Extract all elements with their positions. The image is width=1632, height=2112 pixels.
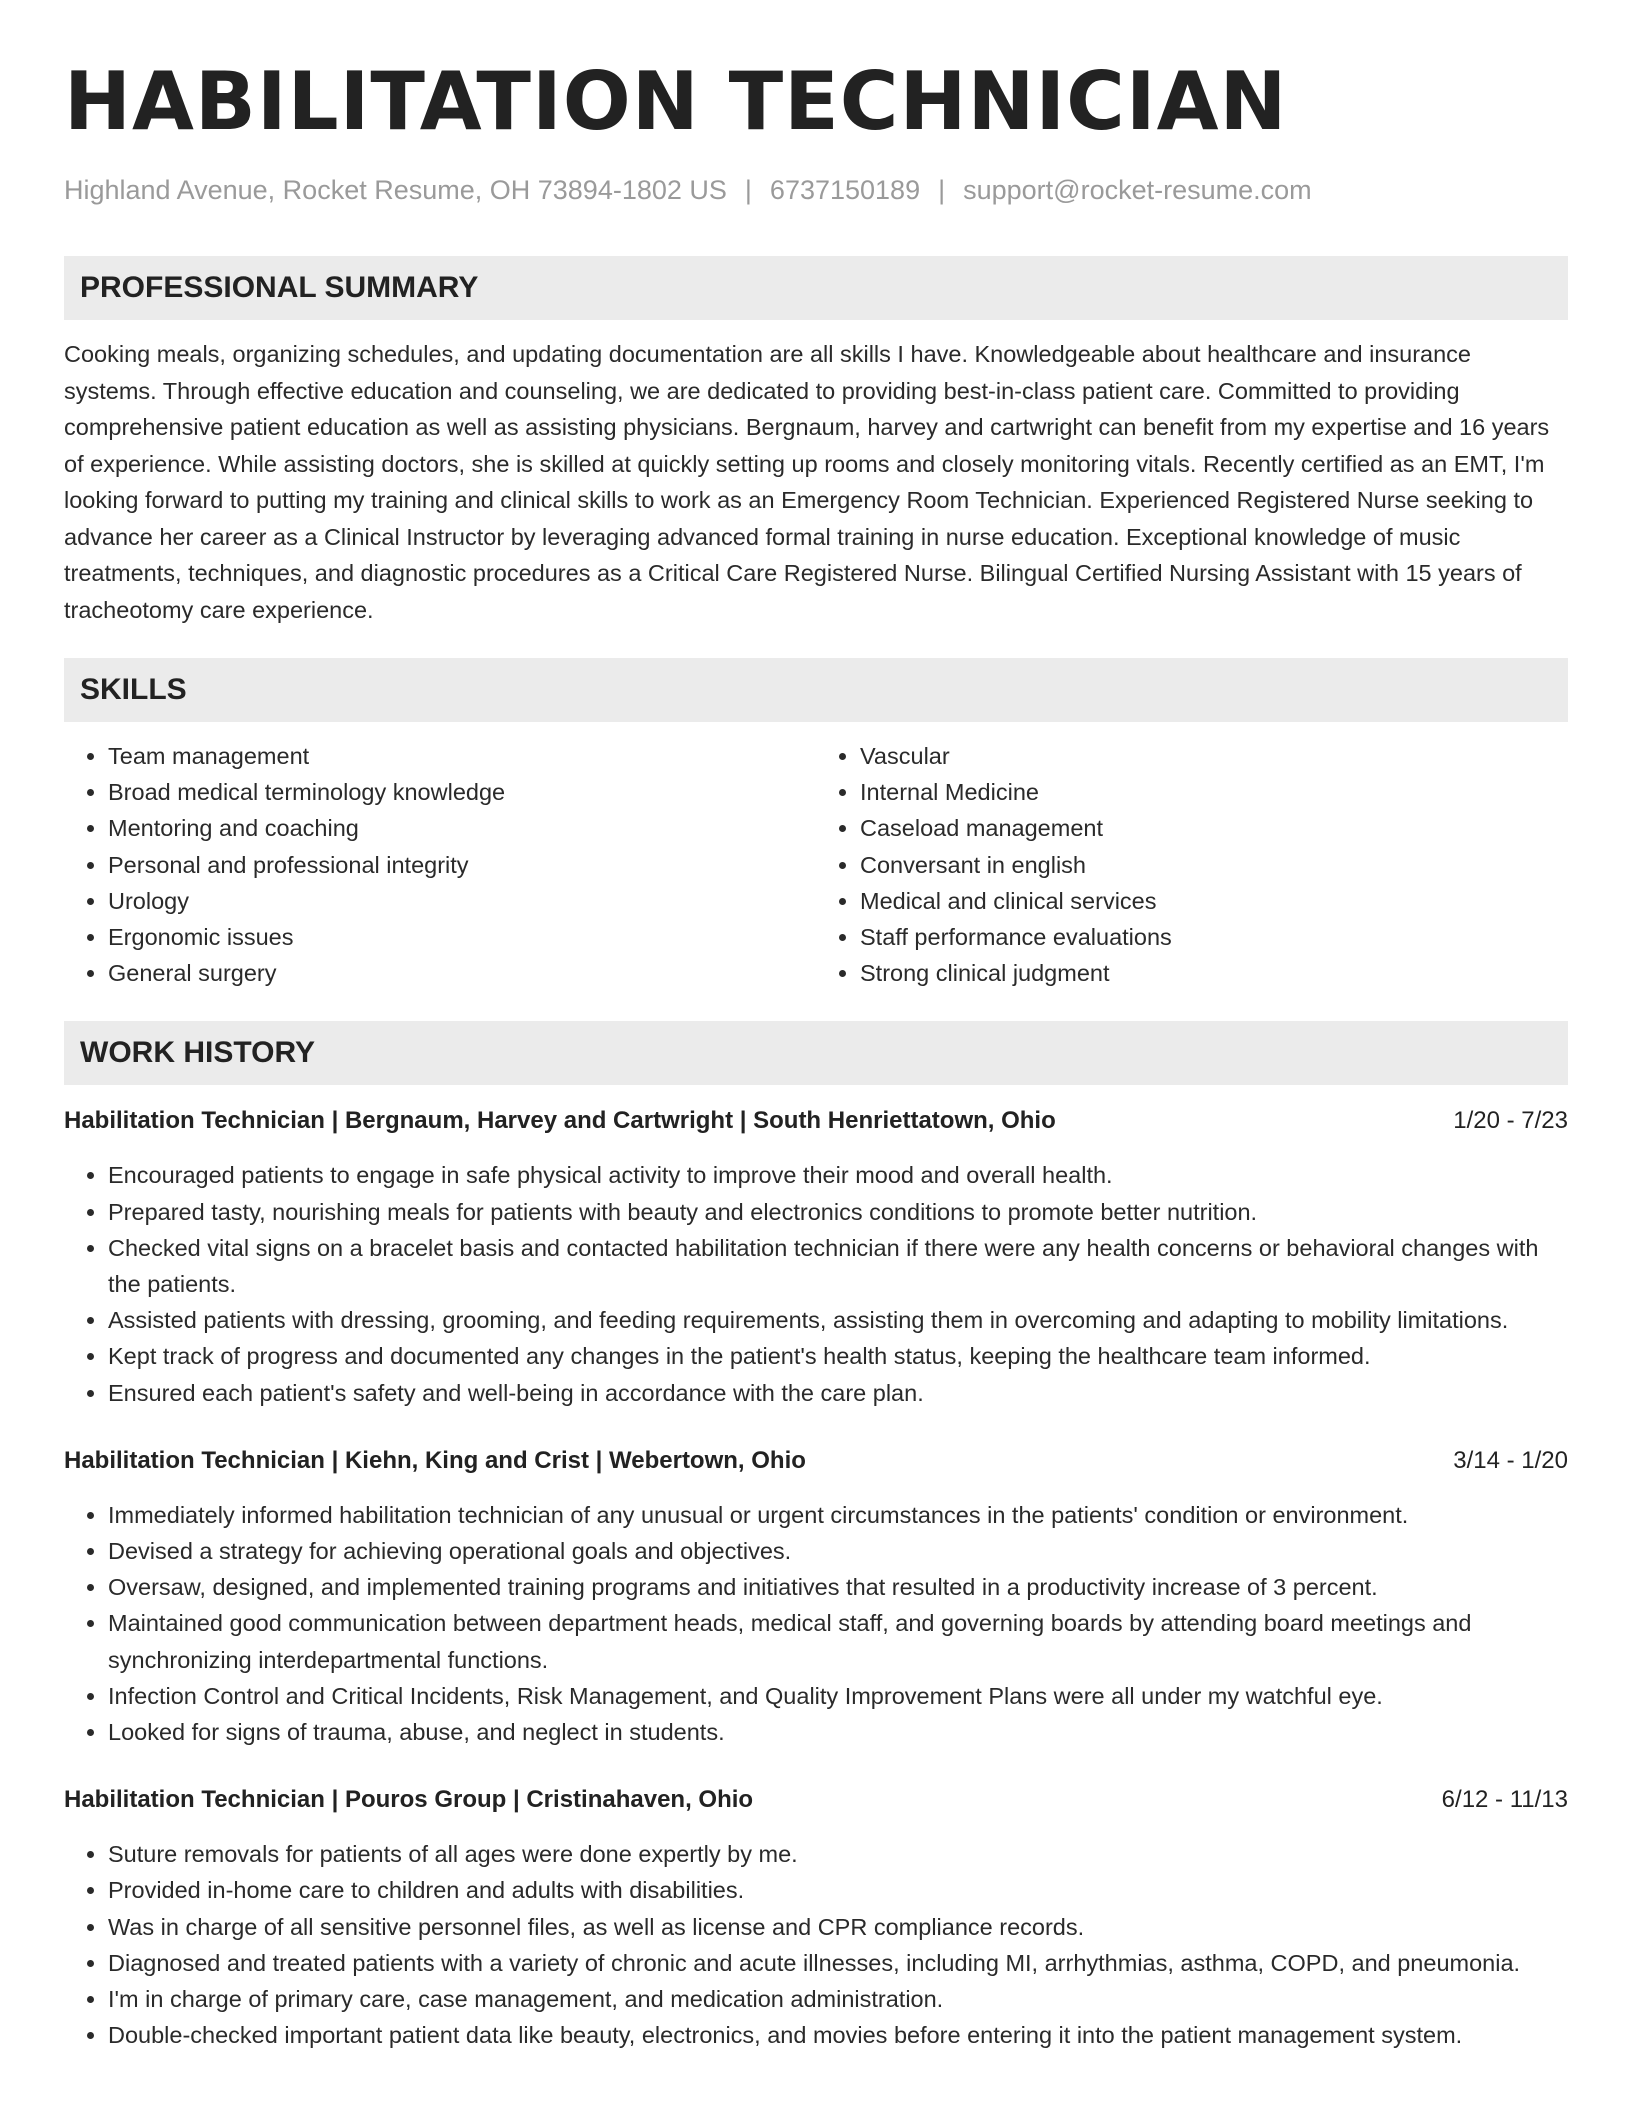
skill-item: • Mentoring and coaching [108, 810, 816, 846]
resume-name: HABILITATION TECHNICIAN [64, 55, 1288, 148]
job-title: Habilitation Technician | Pouros Group | Cristinahaven, Ohio [64, 1786, 754, 1814]
resume-page [64, 56, 1568, 2053]
skill-item: • Strong clinical judgment [860, 955, 1568, 991]
job-title: Habilitation Technician | Bergnaum, Harvey and Cartwright | South Henriettatown, Ohio [64, 1107, 1056, 1135]
job-header [64, 1782, 1568, 1818]
skill-item: • Medical and clinical services [860, 883, 1568, 919]
job-bullet-list [64, 1836, 1568, 2053]
skill-item: • Personal and professional integrity [108, 847, 816, 883]
job-bullet: • Checked vital signs on a bracelet basis and contacted habilitation technician if there were any health concerns or behavioral changes with the patients. [108, 1230, 1568, 1302]
skills-column-right [816, 738, 1568, 991]
skill-item: • Team management [108, 738, 816, 774]
job-bullet: • Was in charge of all sensitive personnel files, as well as license and CPR compliance records. [108, 1909, 1568, 1945]
job-bullet: • I'm in charge of primary care, case management, and medication administration. [108, 1981, 1568, 2017]
skill-item: • Staff performance evaluations [860, 919, 1568, 955]
skills-list [64, 738, 1568, 991]
contact-line [64, 170, 1568, 210]
job-bullet: • Ensured each patient's safety and well-being in accordance with the care plan. [108, 1375, 1568, 1411]
section-header-skills: SKILLS [64, 658, 1568, 722]
skill-item: • Caseload management [860, 810, 1568, 846]
job-header [64, 1443, 1568, 1479]
job-bullet: • Diagnosed and treated patients with a variety of chronic and acute illnesses, including MI, arrhythmias, asthma, COPD, and pneumonia. [108, 1945, 1568, 1981]
job-bullet: • Provided in-home care to children and adults with disabilities. [108, 1872, 1568, 1908]
contact-address: Highland Avenue, Rocket Resume, OH 73894-1802 US [64, 175, 727, 205]
job-bullet-list [64, 1497, 1568, 1750]
job-entry [64, 1443, 1568, 1750]
contact-email: support@rocket-resume.com [963, 175, 1312, 205]
skill-item: • General surgery [108, 955, 816, 991]
summary-text: Cooking meals, organizing schedules, and updating documentation are all skills I have. Knowledgeable about healthcare and insurance systems. Through effective education and counseling, we are dedicated to providing best-in-class patient care. Committed to providing comprehensive patient education as well as assisting physicians. Bergnaum, harvey and cartwright can benefit from my expertise and 16 years of experience. While assisting doctors, she is skilled at quickly setting up rooms and closely monitoring vitals. Recently certified as an EMT, I'm looking forward to putting my training and clinical skills to work as an Emergency Room Technician. Experienced Registered Nurse seeking to advance her career as a Clinical Instructor by leveraging advanced formal training in nurse education. Exceptional knowledge of music treatments, techniques, and diagnostic procedures as a Critical Care Registered Nurse. Bilingual Certified Nursing Assistant with 15 years of tracheotomy care experience. [64, 341, 1550, 623]
job-header [64, 1103, 1568, 1139]
section-header-work-history: WORK HISTORY [64, 1021, 1568, 1085]
job-bullet: • Immediately informed habilitation technician of any unusual or urgent circumstances in the patients' condition or environment. [108, 1497, 1568, 1533]
job-bullet: • Oversaw, designed, and implemented training programs and initiatives that resulted in a productivity increase of 3 percent. [108, 1569, 1568, 1605]
skill-item: • Ergonomic issues [108, 919, 816, 955]
job-bullet: • Maintained good communication between department heads, medical staff, and governing boards by attending board meetings and synchronizing interdepartmental functions. [108, 1605, 1568, 1677]
job-bullet: • Double-checked important patient data like beauty, electronics, and movies before entering it into the patient management system. [108, 2017, 1568, 2053]
job-bullet: • Encouraged patients to engage in safe physical activity to improve their mood and overall health. [108, 1157, 1568, 1193]
skill-item: • Conversant in english [860, 847, 1568, 883]
job-entry [64, 1103, 1568, 1410]
skill-item: • Urology [108, 883, 816, 919]
job-bullet: • Prepared tasty, nourishing meals for patients with beauty and electronics conditions to promote better nutrition. [108, 1194, 1568, 1230]
section-header-summary: PROFESSIONAL SUMMARY [64, 256, 1568, 320]
job-bullet: • Looked for signs of trauma, abuse, and neglect in students. [108, 1714, 1568, 1750]
skill-item: • Internal Medicine [860, 774, 1568, 810]
contact-separator: | [744, 175, 752, 205]
job-bullet: • Suture removals for patients of all ages were done expertly by me. [108, 1836, 1568, 1872]
job-dates: 1/20 - 7/23 [1453, 1107, 1568, 1135]
skill-item: • Vascular [860, 738, 1568, 774]
job-entry [64, 1782, 1568, 2053]
job-dates: 6/12 - 11/13 [1441, 1786, 1568, 1814]
job-title: Habilitation Technician | Kiehn, King and Crist | Webertown, Ohio [64, 1446, 806, 1474]
job-bullet: • Kept track of progress and documented any changes in the patient's health status, keeping the healthcare team informed. [108, 1338, 1568, 1374]
job-dates: 3/14 - 1/20 [1453, 1446, 1568, 1474]
skill-item: • Broad medical terminology knowledge [108, 774, 816, 810]
job-bullet: • Devised a strategy for achieving operational goals and objectives. [108, 1533, 1568, 1569]
job-bullet: • Assisted patients with dressing, grooming, and feeding requirements, assisting them in overcoming and adapting to mobility limitations. [108, 1302, 1568, 1338]
job-bullet-list [64, 1157, 1568, 1410]
contact-phone: 6737150189 [769, 175, 921, 205]
job-bullet: • Infection Control and Critical Incidents, Risk Management, and Quality Improvement Plans were all under my watchful eye. [108, 1678, 1568, 1714]
contact-separator: | [938, 175, 946, 205]
skills-column-left [64, 738, 816, 991]
